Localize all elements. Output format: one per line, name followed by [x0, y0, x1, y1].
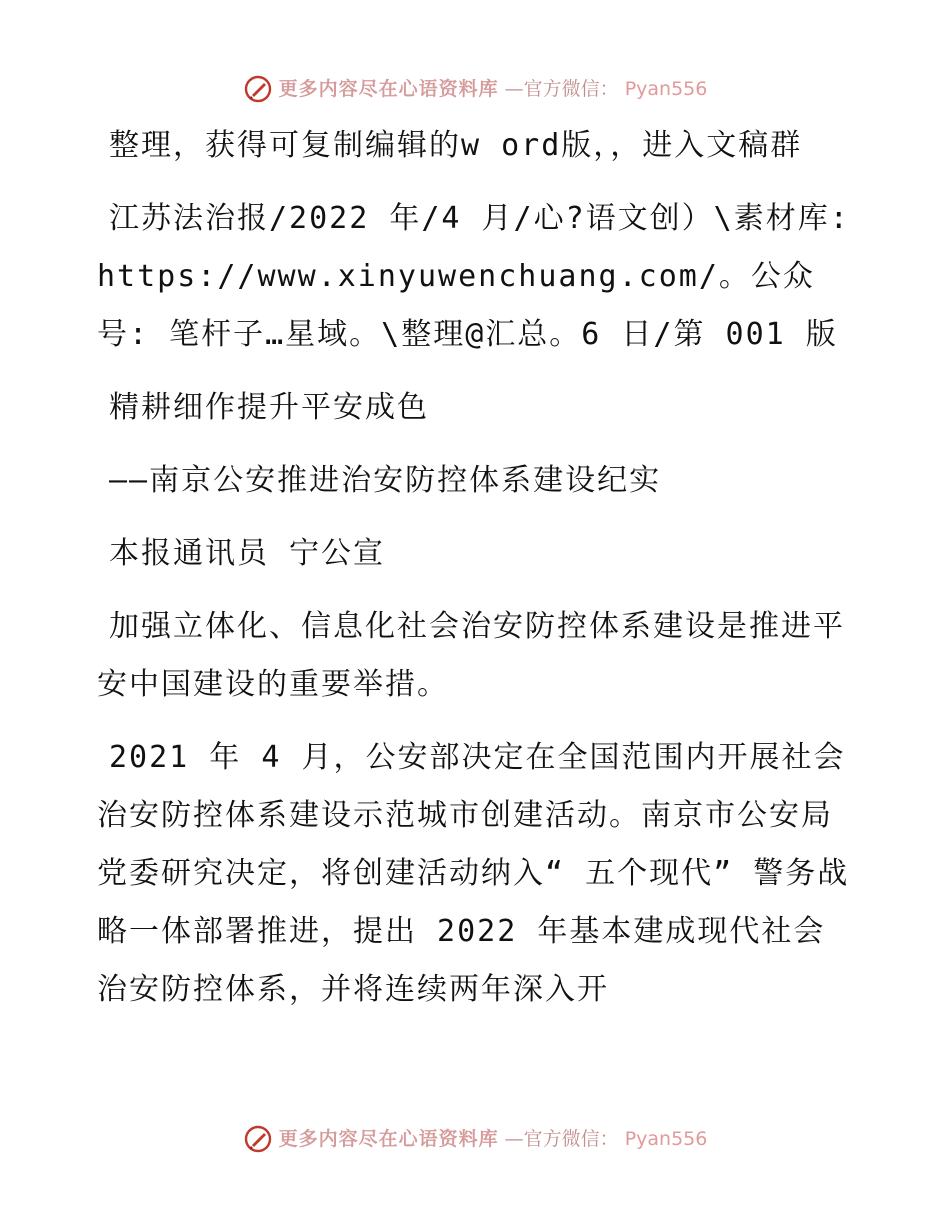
watermark-sub-text: —官方微信：	[504, 78, 619, 100]
paragraph-body-2: 2021 年 4 月，公安部决定在全国范围内开展社会治安防控体系建设示范城市创建活动。南京市公安局党委研究决定，将创建活动纳入“ 五个现代” 警务战略一体部署推进，提出 2022 年基本建成现代社会治安防控体系，并将连续两年深入开	[97, 740, 850, 1007]
header-watermark	[0, 74, 950, 104]
paragraph-intro: 整理，获得可复制编辑的w ord版，，进入文稿群	[109, 128, 803, 163]
watermark-sub-text: —官方微信：	[504, 1128, 619, 1150]
watermark-main-text: 更多内容尽在心语资料库	[278, 78, 499, 100]
article-byline: 本报通讯员 宁公宣	[109, 536, 386, 571]
article-title: 精耕细作提升平安成色	[109, 390, 429, 425]
footer-watermark	[0, 1124, 950, 1154]
pen-circle-logo-icon	[243, 74, 273, 104]
article-subtitle: ——南京公安推进治安防控体系建设纪实	[109, 463, 662, 498]
watermark-id-text: Pyan556	[624, 1128, 708, 1150]
paragraph-source: 江苏法治报/2022 年/4 月/心?语文创）\素材库: https://www.xinyuwenchuang.com/。公众号: 笔杆子…星域。\整理@汇总。6 日/第 001 版	[97, 201, 850, 352]
paragraph-body-1: 加强立体化、信息化社会治安防控体系建设是推进平安中国建设的重要举措。	[97, 609, 845, 702]
document-body	[97, 117, 857, 1034]
pen-circle-logo-icon	[243, 1124, 273, 1154]
watermark-main-text: 更多内容尽在心语资料库	[278, 1128, 499, 1150]
watermark-id-text: Pyan556	[624, 78, 708, 100]
